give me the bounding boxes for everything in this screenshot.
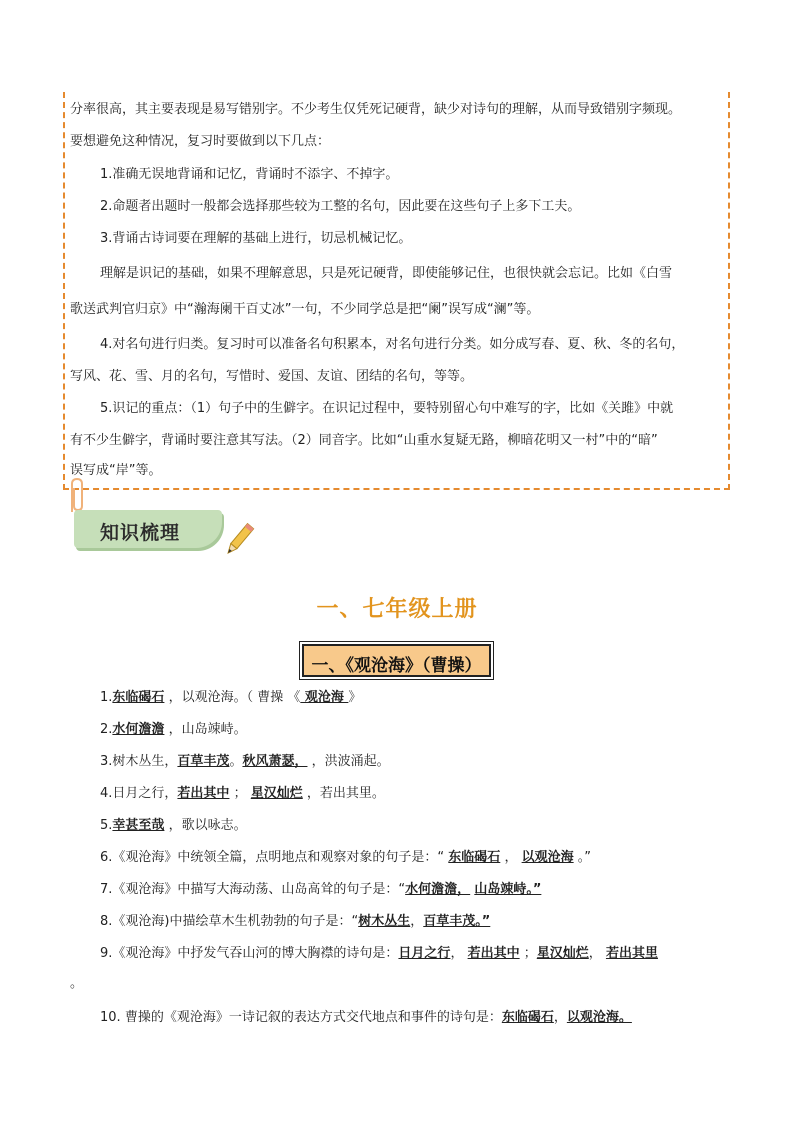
section-title: 一、七年级上册 <box>316 597 478 622</box>
question-item: 8.《观沧海)中描绘草木生机勃勃的句子是：“树木丛生，百草丰茂。” <box>100 914 491 929</box>
tips-paragraph: 歌送武判官归京》中“瀚海阑干百丈冰”一句，不少同学总是把“阑”误写成“澜”等。 <box>70 302 540 317</box>
answer: 水何澹澹 <box>112 722 165 737</box>
answer: 星汉灿烂 <box>536 946 589 961</box>
poem-heading: 一、《观沧海》（曹操） <box>311 656 482 676</box>
question-item: 6.《观沧海》中统领全篇，点明地点和观察对象的句子是：“ 东临碣石 ， 以观沧海 。” <box>100 850 592 865</box>
answer: 若出其里 <box>605 946 658 961</box>
question-item: 2.水何澹澹 ，山岛竦峙。 <box>100 722 247 737</box>
answer: 以观沧海。 <box>566 1010 632 1025</box>
answer: 山岛竦峙。” <box>474 882 542 897</box>
answer: 幸甚至哉 <box>112 818 165 833</box>
banner-label: 知识梳理 <box>100 522 181 544</box>
answer: 东临碣石 <box>112 690 165 705</box>
poem-heading-box <box>302 644 491 677</box>
tips-item-5-cont: 有不少生僻字，背诵时要注意其写法。（2）同音字。比如“山重水复疑无路，柳暗花明又一村”中的“暗” <box>70 433 658 448</box>
answer: 东临碣石 <box>448 850 501 865</box>
question-item: 10. 曹操的《观沧海》一诗记叙的表达方式交代地点和事件的诗句是：东临碣石，以观沧海。 <box>100 1010 632 1025</box>
tips-item-3: 3.背诵古诗词要在理解的基础上进行，切忌机械记忆。 <box>100 231 412 246</box>
pencil-icon <box>222 520 256 560</box>
tips-item-2: 2.命题者出题时一般都会选择那些较为工整的名句，因此要在这些句子上多下工夫。 <box>100 199 581 214</box>
question-item: 3.树木丛生，百草丰茂。秋风萧瑟， ，洪波涌起。 <box>100 754 390 769</box>
answer: 日月之行 <box>398 946 451 961</box>
tips-item-4-cont: 写风、花、雪、月的名句，写惜时、爱国、友谊、团结的名句，等等。 <box>70 369 474 384</box>
question-item: 7.《观沧海》中描写大海动荡、山岛高耸的句子是：“水何澹澹， 山岛竦峙。” <box>100 882 542 897</box>
question-item: 4.日月之行，若出其中 ； 星汉灿烂 ，若出其里。 <box>100 786 385 801</box>
tips-line: 分率很高，其主要表现是易写错别字。不少考生仅凭死记硬背，缺少对诗句的理解，从而导致错别字频现。 <box>70 102 682 117</box>
answer: 以观沧海 <box>521 850 574 865</box>
answer: 百草丰茂 <box>177 754 230 769</box>
question-item: 5.幸甚至哉 ，歌以咏志。 <box>100 818 247 833</box>
tips-paragraph: 理解是识记的基础，如果不理解意思，只是死记硬背，即使能够记住，也很快就会忘记。比如《白雪 <box>100 266 673 281</box>
question-item: 9.《观沧海》中抒发气吞山河的博大胸襟的诗句是：日月之行， 若出其中 ；星汉灿烂， 若出其里 <box>100 946 658 961</box>
tips-item-1: 1.准确无误地背诵和记忆，背诵时不添字、不掉字。 <box>100 167 399 182</box>
tips-item-5-cont: 误写成“岸”等。 <box>70 463 162 478</box>
answer: 树木丛生 <box>358 914 411 929</box>
answer: 观沧海 <box>300 690 349 705</box>
knowledge-banner <box>74 510 224 550</box>
answer: 若出其中 <box>177 786 230 801</box>
tips-item-5: 5.识记的重点：（1）句子中的生僻字。在识记过程中，要特别留心句中难写的字，比如《关雎》中就 <box>100 401 674 416</box>
answer: 东临碣石 <box>501 1010 554 1025</box>
tips-line: 要想避免这种情况，复习时要做到以下几点： <box>70 134 331 149</box>
tips-box <box>63 92 730 490</box>
question-item-cont: 。 <box>70 976 84 991</box>
answer: 星汉灿烂 <box>250 786 303 801</box>
answer: 水何澹澹， <box>405 882 471 897</box>
answer: 秋风萧瑟， <box>242 754 308 769</box>
question-item: 1.东临碣石 ，以观沧海。（ 曹操 《 观沧海 》 <box>100 690 362 705</box>
tips-item-4: 4.对名句进行归类。复习时可以准备名句积累本，对名句进行分类。如分成写春、夏、秋、冬的名句， <box>100 337 685 352</box>
answer: 百草丰茂。” <box>423 914 491 929</box>
answer: 若出其中 <box>467 946 520 961</box>
